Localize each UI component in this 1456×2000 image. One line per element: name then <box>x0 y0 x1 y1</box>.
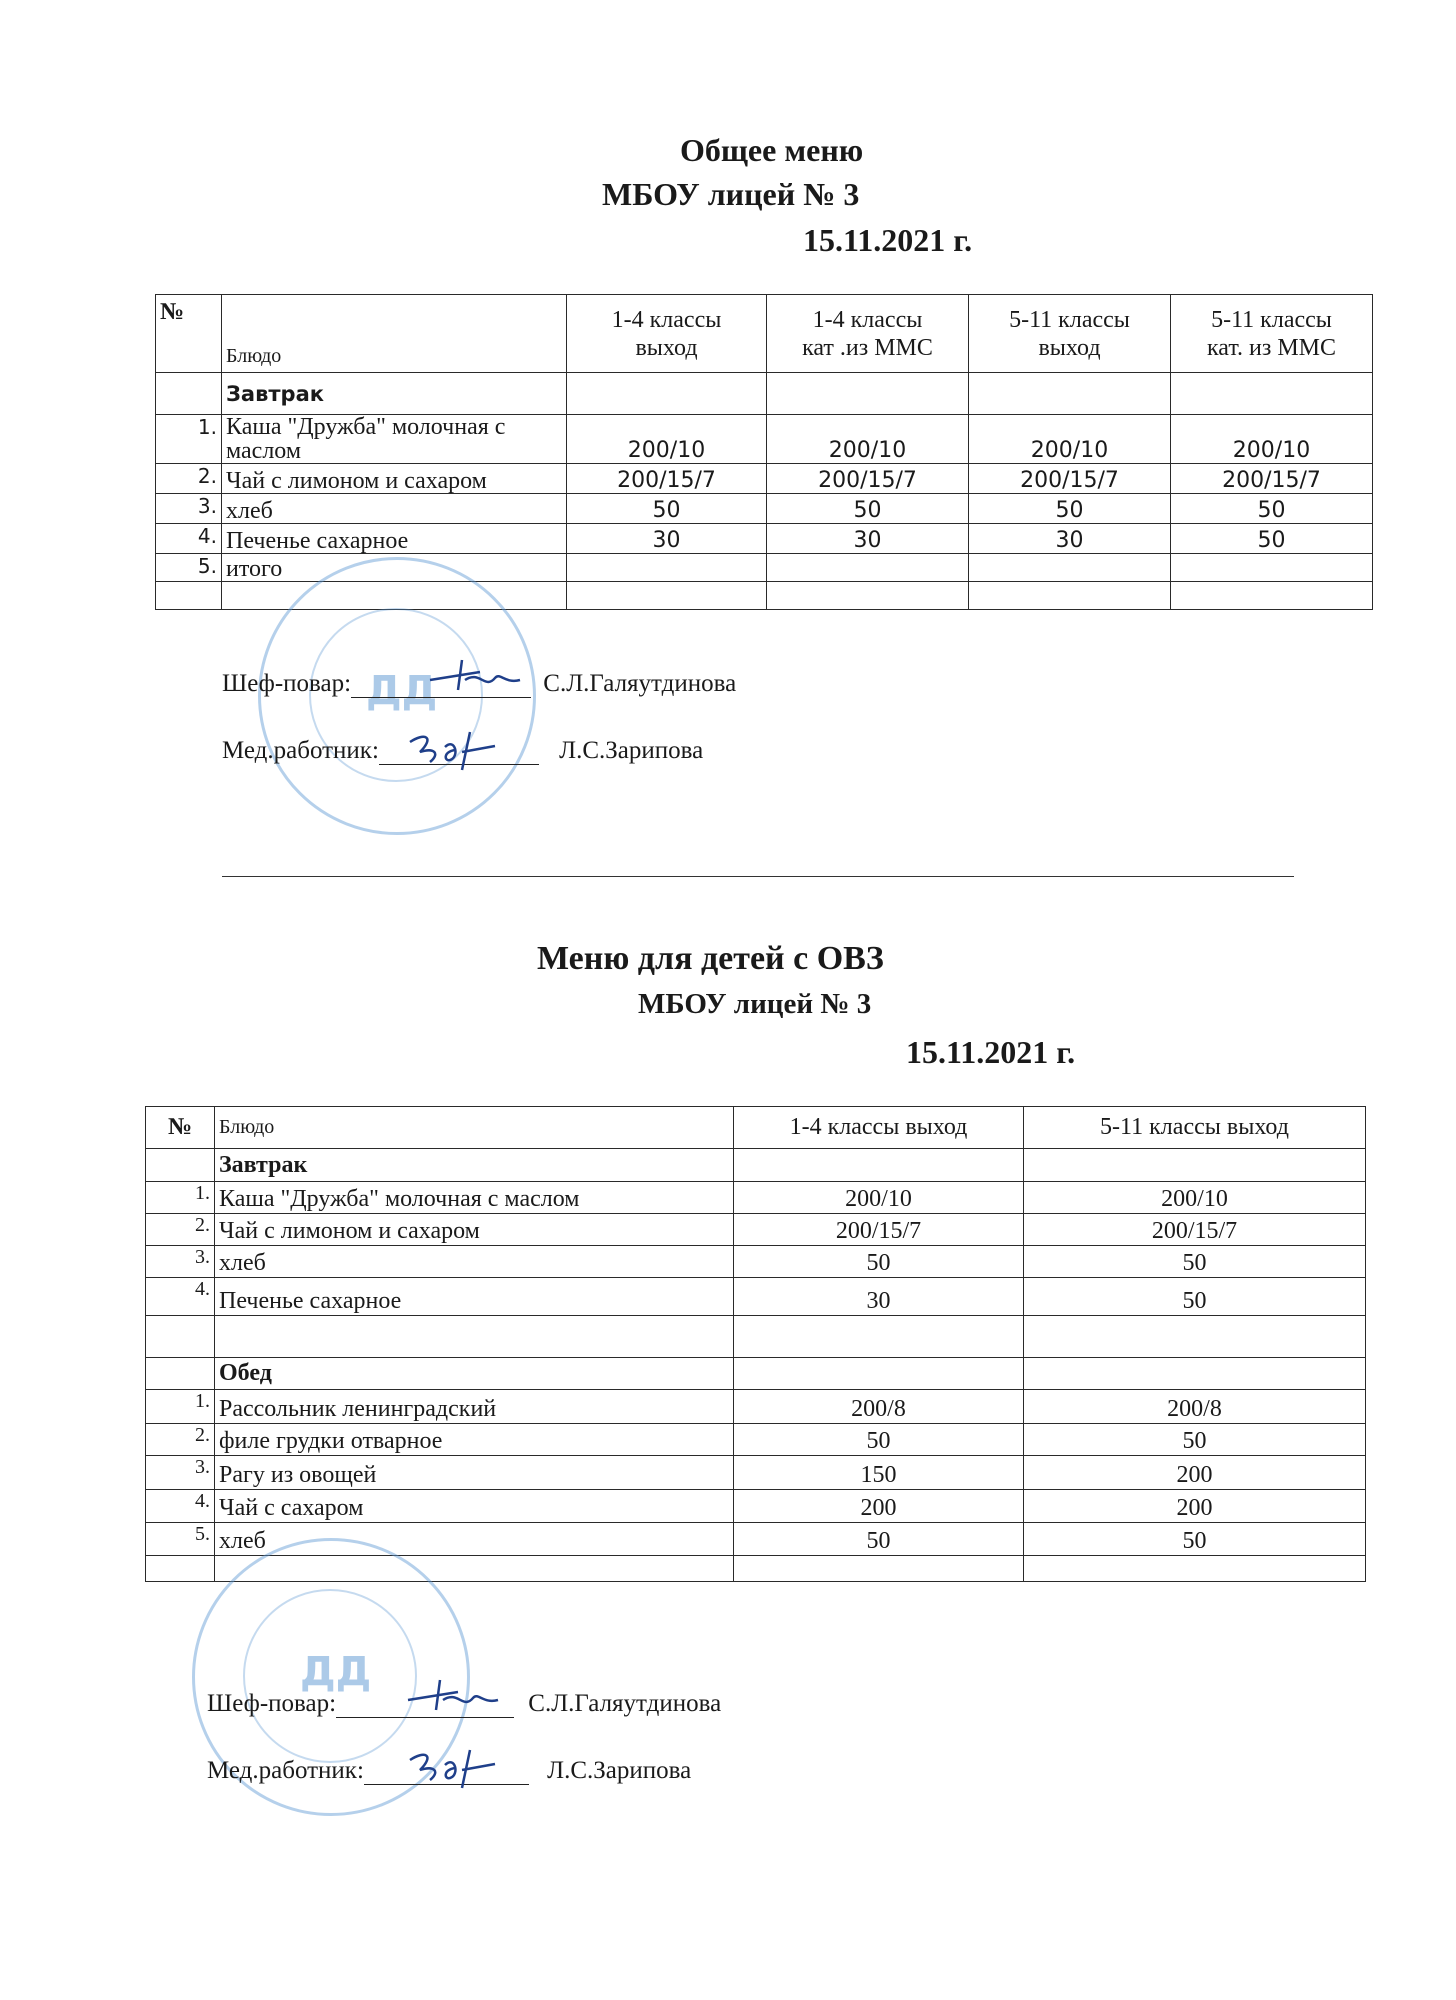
table-row <box>146 1278 1366 1316</box>
portion-value: 200/10 <box>567 415 767 464</box>
ovz-header-col2: 5-11 классы выход <box>1024 1107 1366 1149</box>
table-row <box>146 1424 1366 1456</box>
portion-value: 200/10 <box>767 415 969 464</box>
dish-name: Чай с сахаром <box>215 1490 734 1523</box>
portion-value <box>567 554 767 582</box>
portion-value <box>1171 554 1373 582</box>
header-col4-text: 5-11 классы кат. из ММС <box>1206 306 1337 361</box>
ovz-header-dish: Блюдо <box>215 1107 734 1149</box>
chef-label: Шеф-повар: <box>222 670 352 697</box>
header-dish: Блюдо <box>222 295 567 373</box>
ovz-breakfast-label: Завтрак <box>215 1149 734 1182</box>
menu-date: 15.11.2021 г. <box>803 222 973 258</box>
ovz-chef-signature-icon <box>398 1670 508 1720</box>
dish-name: хлеб <box>222 494 567 524</box>
dish-name: Печенье сахарное <box>215 1278 734 1316</box>
portion-value: 200/8 <box>1024 1390 1366 1424</box>
cell-empty <box>156 373 222 415</box>
row-number: 2. <box>146 1214 215 1246</box>
ovz-medic-name: Л.С.Зарипова <box>547 1757 692 1784</box>
school-name: МБОУ лицей № 3 <box>602 176 860 212</box>
ovz-medic-label: Мед.работник: <box>207 1757 364 1784</box>
portion-value: 50 <box>1024 1424 1366 1456</box>
header-col3 <box>969 295 1171 373</box>
header-num: № <box>156 295 222 373</box>
portion-value: 150 <box>734 1456 1024 1490</box>
table-row <box>146 1456 1366 1490</box>
row-number: 5. <box>156 554 222 582</box>
portion-value: 200 <box>1024 1456 1366 1490</box>
portion-value: 30 <box>567 524 767 554</box>
row-number: 3. <box>156 494 222 524</box>
portion-value: 30 <box>767 524 969 554</box>
table-row <box>146 1246 1366 1278</box>
portion-value: 200 <box>1024 1490 1366 1523</box>
row-number: 5. <box>146 1523 215 1556</box>
portion-value: 50 <box>969 494 1171 524</box>
portion-value: 200/10 <box>734 1182 1024 1214</box>
row-number: 2. <box>146 1424 215 1456</box>
portion-value: 30 <box>969 524 1171 554</box>
portion-value: 200/15/7 <box>734 1214 1024 1246</box>
portion-value: 50 <box>1024 1523 1366 1556</box>
ovz-school-name: МБОУ лицей № 3 <box>638 988 872 1020</box>
portion-value: 50 <box>734 1246 1024 1278</box>
dish-name: итого <box>222 554 567 582</box>
row-number: 1. <box>146 1182 215 1214</box>
chef-signature-icon <box>420 650 530 700</box>
dish-name: Рагу из овощей <box>215 1456 734 1490</box>
portion-value: 200/15/7 <box>969 464 1171 494</box>
portion-value: 200/15/7 <box>567 464 767 494</box>
portion-value: 50 <box>734 1523 1024 1556</box>
row-number: 4. <box>146 1490 215 1523</box>
portion-value: 50 <box>567 494 767 524</box>
header-col1-text: 1-4 классы выход <box>611 306 722 361</box>
general-menu-table <box>155 294 1373 610</box>
table-row <box>146 1214 1366 1246</box>
portion-value: 200/15/7 <box>1024 1214 1366 1246</box>
row-number: 4. <box>146 1278 215 1316</box>
portion-value: 200/8 <box>734 1390 1024 1424</box>
dish-name: Чай с лимоном и сахаром <box>222 464 567 494</box>
portion-value: 200/15/7 <box>767 464 969 494</box>
dish-name: хлеб <box>215 1246 734 1278</box>
portion-value: 30 <box>734 1278 1024 1316</box>
menu-title: Общее меню <box>680 132 864 168</box>
dish-name: Рассольник ленинградский <box>215 1390 734 1424</box>
header-col2 <box>767 295 969 373</box>
portion-value <box>767 554 969 582</box>
row-number: 1. <box>146 1390 215 1424</box>
portion-value: 200 <box>734 1490 1024 1523</box>
dish-name: Каша "Дружба" молочная с маслом <box>222 415 567 464</box>
table-row <box>156 464 1373 494</box>
portion-value: 200/10 <box>1024 1182 1366 1214</box>
medic-name: Л.С.Зарипова <box>559 737 704 764</box>
portion-value: 50 <box>734 1424 1024 1456</box>
ovz-chef-label: Шеф-повар: <box>207 1690 337 1717</box>
table-row <box>146 1390 1366 1424</box>
ovz-menu-table <box>145 1106 1366 1582</box>
header-col3-text: 5-11 классы выход <box>1009 306 1130 361</box>
row-number: 3. <box>146 1456 215 1490</box>
table-row <box>156 524 1373 554</box>
dish-name: хлеб <box>215 1523 734 1556</box>
ovz-chef-name: С.Л.Галяутдинова <box>528 1690 722 1717</box>
stamp-2-logo-icon: ДД <box>300 1649 372 1695</box>
portion-value: 50 <box>1024 1278 1366 1316</box>
stamp-logo-icon: ДД <box>366 668 438 714</box>
portion-value: 50 <box>1024 1246 1366 1278</box>
dish-name: Чай с лимоном и сахаром <box>215 1214 734 1246</box>
portion-value: 50 <box>1171 494 1373 524</box>
table-row <box>146 1490 1366 1523</box>
portion-value <box>969 554 1171 582</box>
header-col2-text: 1-4 классы кат .из ММС <box>802 306 933 361</box>
dish-name: Печенье сахарное <box>222 524 567 554</box>
table-row <box>156 415 1373 464</box>
ovz-menu-title: Меню для детей с ОВЗ <box>537 940 884 977</box>
ovz-menu-date: 15.11.2021 г. <box>906 1034 1076 1070</box>
portion-value: 200/10 <box>1171 415 1373 464</box>
chef-name: С.Л.Галяутдинова <box>543 670 737 697</box>
table-row <box>156 494 1373 524</box>
row-number: 3. <box>146 1246 215 1278</box>
medic-label: Мед.работник: <box>222 737 379 764</box>
ovz-lunch-label: Обед <box>215 1358 734 1390</box>
row-number: 2. <box>156 464 222 494</box>
header-col1 <box>567 295 767 373</box>
portion-value: 50 <box>1171 524 1373 554</box>
row-number: 4. <box>156 524 222 554</box>
ovz-header-num: № <box>146 1107 215 1149</box>
dish-name: Каша "Дружба" молочная с маслом <box>215 1182 734 1214</box>
ovz-medic-signature-icon <box>400 1740 520 1795</box>
portion-value: 50 <box>767 494 969 524</box>
portion-value: 200/15/7 <box>1171 464 1373 494</box>
medic-signature-icon <box>400 722 520 777</box>
row-number: 1. <box>156 415 222 464</box>
header-col4 <box>1171 295 1373 373</box>
breakfast-label: Завтрак <box>222 373 567 415</box>
dish-name: филе грудки отварное <box>215 1424 734 1456</box>
portion-value: 200/10 <box>969 415 1171 464</box>
table-row <box>146 1182 1366 1214</box>
section-divider <box>222 876 1294 877</box>
ovz-header-col1: 1-4 классы выход <box>734 1107 1024 1149</box>
